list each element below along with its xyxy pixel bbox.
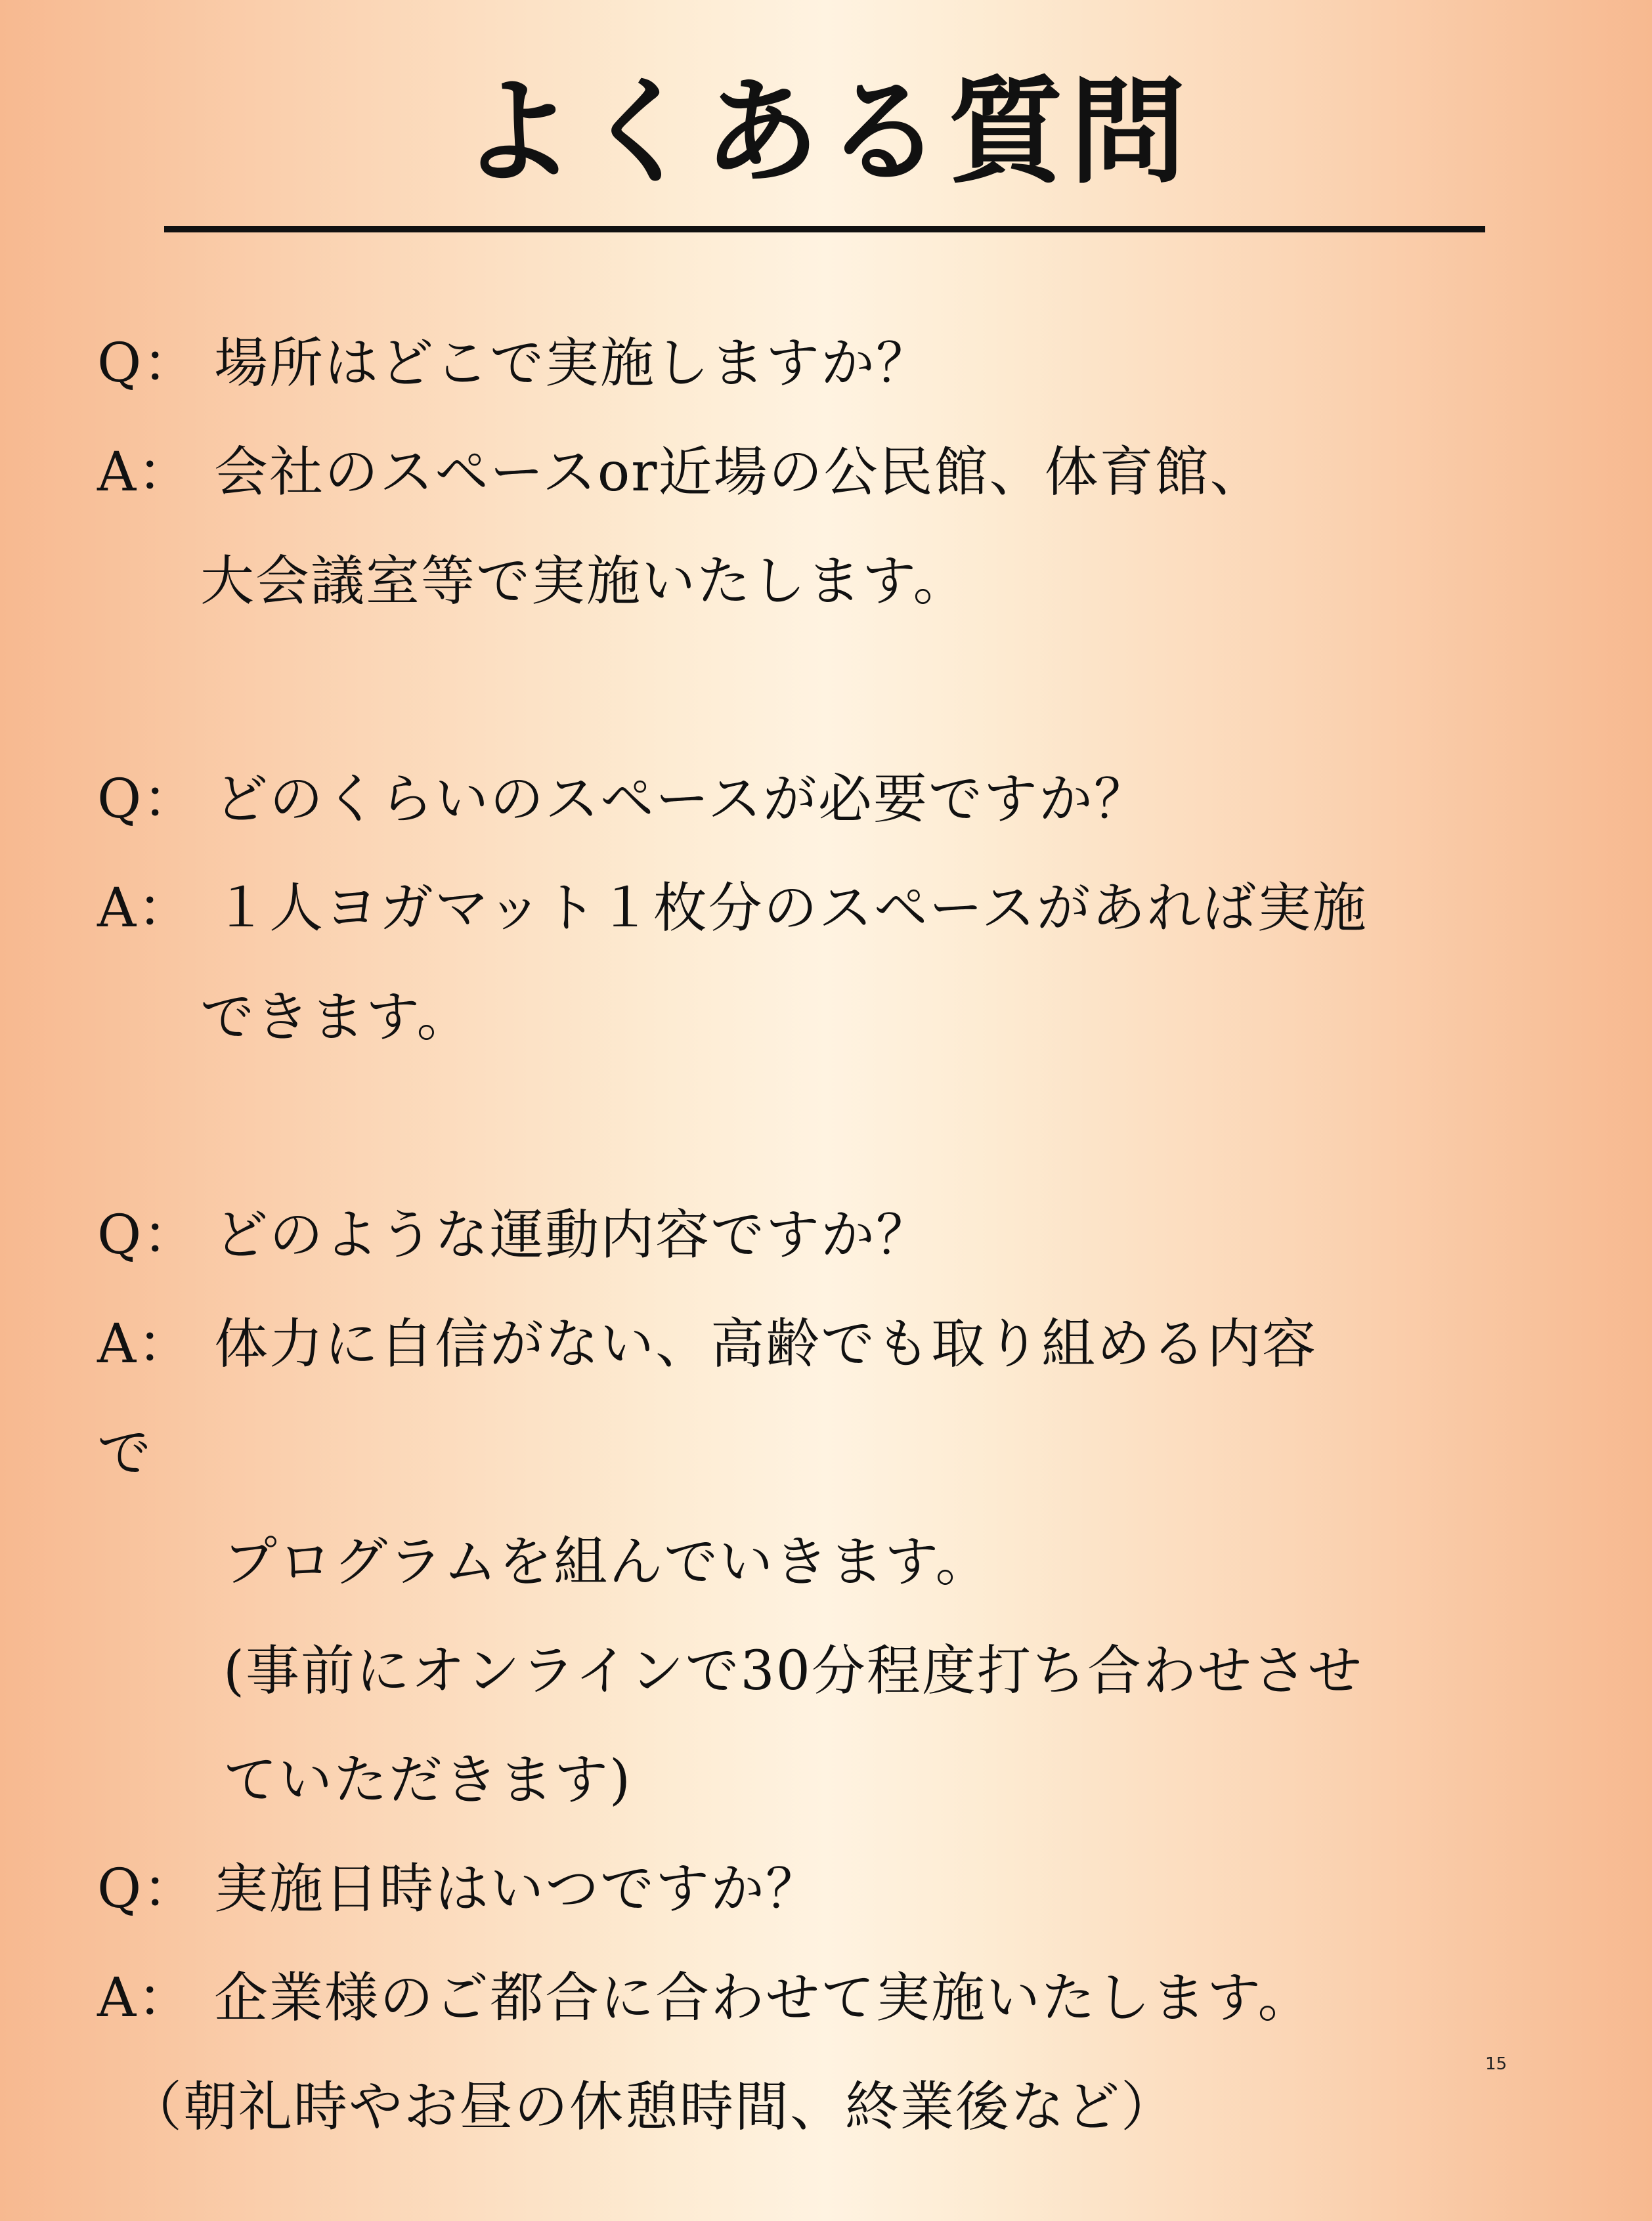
question-text: 実施日時はいつですか？ <box>214 1858 821 1920</box>
answer-text: １人ヨガマット１枚分のスペースがあれば実施 <box>214 877 1368 939</box>
question-text: 場所はどこで実施しますか？ <box>214 332 932 395</box>
faq-4-question <box>97 1857 821 1922</box>
faq-1-answer <box>97 441 1265 505</box>
page-title: よくある質問 <box>459 64 1192 200</box>
question-marker: Q： <box>97 1858 198 1920</box>
page-number: 15 <box>1485 2054 1508 2074</box>
answer-text: 会社のスペースor近場の公民館、体育館、 <box>214 441 1265 504</box>
faq-4-answer-note: （朝礼時やお昼の休憩時間、終業後など） <box>128 2076 1177 2138</box>
answer-text: 企業様のご都合に合わせて実施いたします。 <box>214 1967 1313 2029</box>
question-text: どのような運動内容ですか？ <box>214 1204 932 1266</box>
answer-marker: A： <box>97 877 193 939</box>
question-marker: Q： <box>97 768 198 830</box>
answer-marker: A： <box>97 1313 193 1375</box>
question-marker: Q： <box>97 1204 198 1266</box>
faq-3-answer-wrap: で <box>97 1422 153 1484</box>
faq-3-answer-note-continued: ていただきます) <box>223 1749 632 1811</box>
faq-3-question <box>97 1203 931 1268</box>
answer-marker: A： <box>97 1967 193 2029</box>
answer-marker: A： <box>97 441 193 504</box>
title-divider <box>164 226 1485 232</box>
faq-1-answer-continued: 大会議室等で実施いたします。 <box>200 550 968 613</box>
faq-2-question <box>97 767 1149 832</box>
faq-1-question <box>97 332 931 396</box>
faq-4-answer <box>97 1966 1313 2031</box>
faq-3-answer <box>97 1312 1317 1377</box>
faq-2-answer-continued: できます。 <box>200 986 472 1048</box>
faq-3-answer-note: (事前にオンラインで30分程度打ち合わせさせ <box>223 1640 1363 1702</box>
question-text: どのくらいのスペースが必要ですか？ <box>214 768 1149 830</box>
answer-text: 体力に自信がない、高齢でも取り組める内容 <box>214 1313 1318 1375</box>
faq-3-answer-continued: プログラムを組んでいきます。 <box>223 1531 991 1593</box>
question-marker: Q： <box>97 332 198 395</box>
faq-2-answer <box>97 876 1368 941</box>
